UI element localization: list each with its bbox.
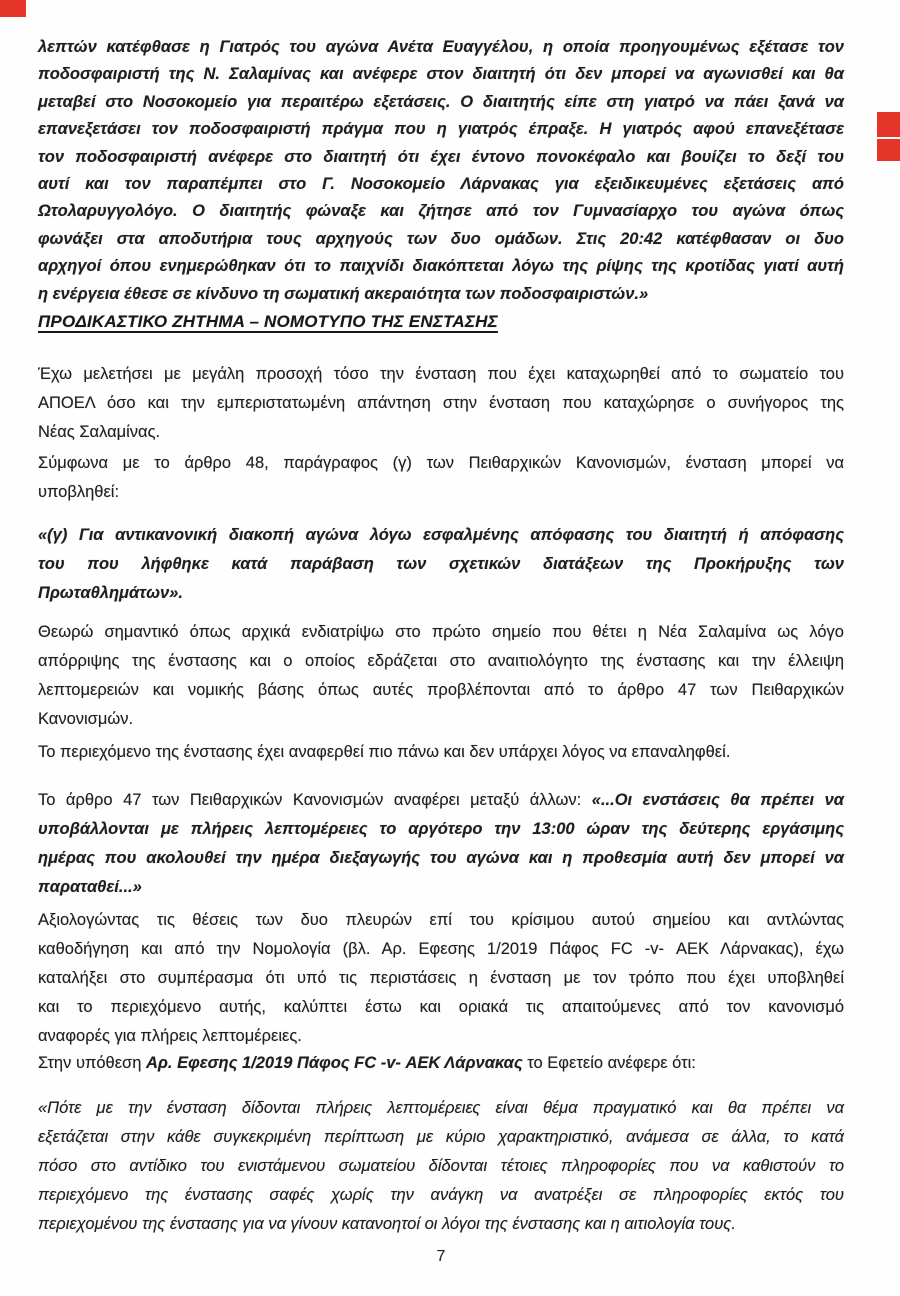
text-line: ποδοσφαιριστή της Ν. Σαλαμίνας και ανέφερε στον διαιτητή ότι δεν μπορεί να αγωνισθεί και θα — [38, 65, 844, 84]
text-line — [38, 873, 844, 902]
text-line: φωνάξει στα αποδυτήρια τους αρχηγούς των δυο ομάδων. Στις 20:42 κατέφθασαν οι δυο — [38, 229, 844, 248]
text-line: αρχηγοί όπου ενημερώθηκαν ότι το παιχνίδι διακόπτεται λόγω της ρίψης της κροτίδας γιατί αυτή — [38, 257, 844, 276]
text-line: υποβληθεί: — [38, 483, 120, 501]
text-line: «(γ) Για αντικανονική διακοπή αγώνα λόγω εσφαλμένης απόφασης του διαιτητή ή απόφασης — [38, 526, 844, 544]
text-line: τον ποδοσφαιριστή ανέφερε στο διαιτητή ότι έχει έντονο πονοκέφαλο και βουίζει το δεξί του — [38, 147, 844, 166]
text-line — [38, 1049, 844, 1078]
text-line: Νέας Σαλαμίνας. — [38, 423, 161, 441]
text-line: ΑΠΟΕΛ όσο και την εμπεριστατωμένη απάντηση στην ένσταση που καταχώρησε ο συνήγορος της — [38, 394, 844, 412]
text-line — [38, 844, 844, 873]
text-line: Θεωρώ σημαντικό όπως αρχικά ενδιατρίψω στο πρώτο σημείο που θέτει η Νέα Σαλαμίνα ως λόγο — [38, 623, 844, 641]
text-run: Αρ. Εφεσης 1/2019 Πάφος FC -v- ΑΕΚ Λάρνακας — [146, 1054, 523, 1072]
text-line: Ωτολαρυγγολόγο. Ο διαιτητής φώναξε και ζήτησε από τον Γυμνασίαρχο του αγώνα όπως — [38, 202, 844, 221]
text-line: επανεξετάσει τον ποδοσφαιριστή πράγμα που η γιατρός έπραξε. Η γιατρός αφού επανεξέτασε — [38, 120, 844, 139]
first-point-analysis-paragraph — [38, 618, 844, 734]
case-reference-paragraph — [38, 1049, 844, 1078]
text-line — [38, 786, 844, 815]
text-line: Σύμφωνα με το άρθρο 48, παράγραφος (γ) των Πειθαρχικών Κανονισμών, ένσταση μπορεί να — [38, 454, 844, 472]
text-run: ημέρας που ακολουθεί την ημέρα διεξαγωγής του αγώνα και η προθεσμία αυτή δεν μπορεί να — [38, 849, 844, 867]
text-run: «...Οι ενστάσεις θα πρέπει να — [591, 791, 844, 809]
text-line: πόσο στο αντίδικο του ενιστάμενου σωματείου δίδονται τέτοιες πληροφορίες που να καθιστούν το — [38, 1157, 844, 1175]
text-line: περιεχομένου της ένστασης για να γίνουν κατανοητοί οι λόγοι της ένστασης και η αιτιολογία τους. — [38, 1215, 736, 1233]
text-line: καταλήξει στο συμπέρασμα ότι υπό τις περιστάσεις η ένσταση με τον τρόπο που έχει υποβληθεί — [38, 969, 844, 987]
scan-red-mark-top-left — [0, 0, 26, 17]
text-line — [38, 815, 844, 844]
text-run: το Εφετείο ανέφερε ότι: — [522, 1054, 696, 1072]
article-48-intro-paragraph — [38, 449, 844, 507]
text-line: η ενέργεια έθεσε σε κίνδυνο τη σωματική ακεραιότητα των ποδοσφαιριστών.» — [38, 284, 649, 303]
page-number: 7 — [436, 1248, 446, 1265]
scan-red-mark-right-lower — [877, 139, 900, 161]
text-line: του που λήφθηκε κατά παράβαση των σχετικών διατάξεων της Προκήρυξης των — [38, 555, 844, 573]
text-run: Το άρθρο 47 των Πειθαρχικών Κανονισμών αναφέρει μεταξύ άλλων: — [38, 791, 592, 809]
scan-red-mark-right-upper — [877, 112, 900, 137]
text-line: Πρωταθλημάτων». — [38, 584, 183, 602]
text-line: αυτί και τον παραπέμπει στο Γ. Νοσοκομείο Λάρνακας για εξειδικευμένες εξετάσεις από — [38, 175, 844, 194]
text-line: μεταβεί στο Νοσοκομείο για περαιτέρω εξετάσεις. Ο διαιτητής είπε στη γιατρό να πάει ξανά να — [38, 92, 844, 111]
text-line: και το περιεχόμενο αυτής, καλύπτει έστω και οριακά τις απαιτούμενες από τον κανονισμό — [38, 998, 844, 1016]
text-run: παραταθεί...» — [38, 878, 142, 896]
text-line: λεπτών κατέφθασε η Γιατρός του αγώνα Ανέτα Ευαγγέλου, η οποία προηγουμένως εξέτασε τον — [38, 38, 844, 56]
objection-content-note-paragraph — [38, 738, 844, 767]
study-of-objection-paragraph — [38, 360, 844, 447]
text-line: λεπτομερειών και νομικής βάσης όπως αυτές προβλέπονται από το άρθρο 47 των Πειθαρχικών — [38, 681, 844, 699]
text-line: Το περιεχόμενο της ένστασης έχει αναφερθεί πιο πάνω και δεν υπάρχει λόγος να επαναληφθεί. — [38, 743, 731, 761]
section-heading: ΠΡΟΔΙΚΑΣΤΙΚΟ ΖΗΤΗΜΑ – ΝΟΜΟΤΥΠΟ ΤΗΣ ΕΝΣΤΑΣΗΣ — [38, 312, 498, 331]
text-run: υποβάλλονται με πλήρεις λεπτομέρειες το αργότερο την 13:00 ώραν της δεύτερης εργάσιμης — [38, 820, 844, 838]
assessment-conclusion-paragraph — [38, 906, 844, 1051]
text-line: «Πότε με την ένσταση δίδονται πλήρεις λεπτομέρειες είναι θέμα πραγματικό και θα πρέπει να — [38, 1099, 844, 1117]
appeal-court-quote-paragraph — [38, 1094, 844, 1239]
text-line: καθοδήγηση και από την Νομολογία (βλ. Αρ. Εφεσης 1/2019 Πάφος FC -v- ΑΕΚ Λάρνακας), έχω — [38, 940, 844, 958]
text-line: εξετάζεται στην κάθε συγκεκριμένη περίπτωση με κύριο χαρακτηριστικό, ανάμεσα σε άλλα, το κατά — [38, 1128, 844, 1146]
quoted-referee-report-paragraph — [38, 34, 844, 308]
text-line: Έχω μελετήσει με μεγάλη προσοχή τόσο την ένσταση που έχει καταχωρηθεί από το σωματείο του — [38, 365, 844, 383]
text-line: περιεχόμενο της ένστασης σαφές χωρίς την ανάγκη να ανατρέξει σε πληροφορίες εκτός του — [38, 1186, 844, 1204]
article-47-quote-paragraph — [38, 786, 844, 902]
text-line: Αξιολογώντας τις θέσεις των δυο πλευρών επί του κρίσιμου αυτού σημείου και αντλώντας — [38, 911, 844, 929]
text-line: Κανονισμών. — [38, 710, 134, 728]
text-line: απόρριψης της ένστασης και ο οποίος εδράζεται στο αναιτιολόγητο της ένστασης και την έλλειψη — [38, 652, 844, 670]
article-48c-quote-paragraph — [38, 521, 844, 608]
text-line: αναφορές για πλήρεις λεπτομέρειες. — [38, 1027, 302, 1045]
text-run: Στην υπόθεση — [38, 1054, 146, 1072]
